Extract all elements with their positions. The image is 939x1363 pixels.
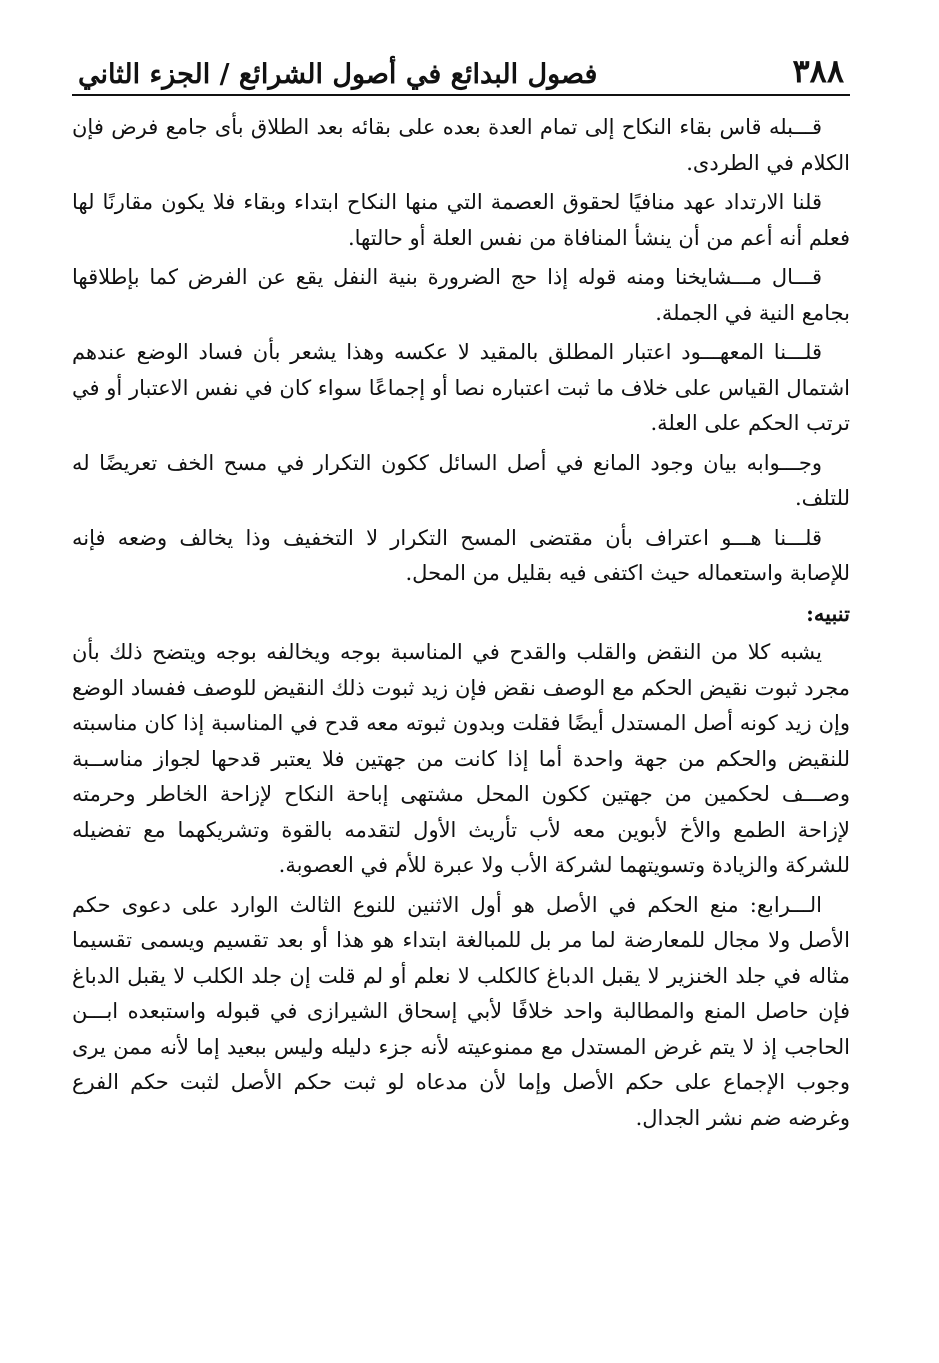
running-title: فصول البدائع في أصول الشرائع / الجزء الثاني — [78, 59, 598, 90]
section-heading: تنبيه: — [806, 600, 850, 626]
paragraph: وجـــوابه بيان وجود المانع في أصل السائل ككون التكرار في مسح الخف تعريضًا له للتلف. — [72, 450, 850, 510]
paragraph: الـــرابع: منع الحكم في الأصل هو أول الاثنين للنوع الثالث الوارد على دعوى حكم الأصل ولا مجال للمعارضة لما مر بل للمبالغة ابتداء هو هذا أو بعد تقسيم ويسمى تقسيما مثاله في جلد الخنزير لا يقبل الدباغ كالكلب لا نعلم أو لم قلت إن جلد الكلب لا يقبل الدباغ فإن حاصل المنع والمطالبة واحد خلافًا لأبي إسحاق الشيرازى في قبوله واستبعده ابـــن الحاجب إذ لا يتم غرض المستدل مع ممنوعيته لأنه جزء دليله وليس ببعيد إما لأنه ممن يرى وجوب الإجماع على حكم الأصل وإما لأن مدعاه لو ثبت حكم الأصل لثبت حكم الفرع وغرضه ضم نشر الجدال. — [72, 892, 850, 1130]
header-divider — [72, 94, 850, 96]
page-number: ٣٨٨ — [792, 52, 844, 90]
paragraph: قـــال مـــشايخنا ومنه قوله إذا حج الضرورة بنية النفل يقع عن الفرض كما بإطلاقها بجامع النية في الجملة. — [72, 265, 850, 325]
paragraph: قلنا الارتداد عهد منافيًا لحقوق العصمة التي منها النكاح ابتداء وبقاء فلا يكون مقارنًا لها فعلم أنه أعم من أن ينشأ المنافاة من نفس العلة أو حالتها. — [72, 190, 850, 250]
paragraph: يشبه كلا من النقض والقلب والقدح في المناسبة بوجه ويخالفه بوجه ويتضح ذلك بأن مجرد ثبوت نقيض الحكم مع الوصف نقض فإن زيد ثبوت ذلك النقيض للوصف ففساد الوضع وإن زيد كونه أصل المستدل أيضًا فقلت وبدون ثبوته معه قدح في المناسبة إذا كان مناسبته للنقيض والحكم من جهة واحدة أما إذا كانت من جهتين فلا يعتبر قدحها لجواز مناســبة وصـــف لحكمين من جهتين ككون المحل مشتهى إباحة النكاح لإزاحة الخاطر وحرمته لإزاحة الطمع والأخ لأبوين معه لأب تأريث الأول لتقدمه بالقوة وتشريكهما مع تفضيله للشركة والزيادة وتسويتهما لشركة الأب ولا عبرة للأم في العصوبة. — [72, 640, 850, 877]
document-page — [72, 30, 850, 1140]
page-margin-bottom — [0, 1323, 939, 1363]
paragraph: قلـــنا هـــو اعتراف بأن مقتضى المسح التكرار لا التخفيف وذا يخالف وضعه فإنه للإصابة واستعماله حيث اكتفى فيه بقليل من المحل. — [72, 525, 850, 585]
body-text — [72, 110, 850, 1136]
page-header — [72, 30, 850, 90]
paragraph: قلـــنا المعهـــود اعتبار المطلق بالمقيد لا عكسه وهذا يشعر بأن فساد الوضع عندهم اشتمال القياس على خلاف ما ثبت اعتباره نصا أو إجماعًا سواء كان في نفس الاعتبار أو في ترتب الحكم على العلة. — [72, 340, 850, 435]
paragraph: قـــبله قاس بقاء النكاح إلى تمام العدة بعده على بقائه بعد الطلاق بأى جامع فرض فإن الكلام في الطردى. — [72, 115, 850, 175]
